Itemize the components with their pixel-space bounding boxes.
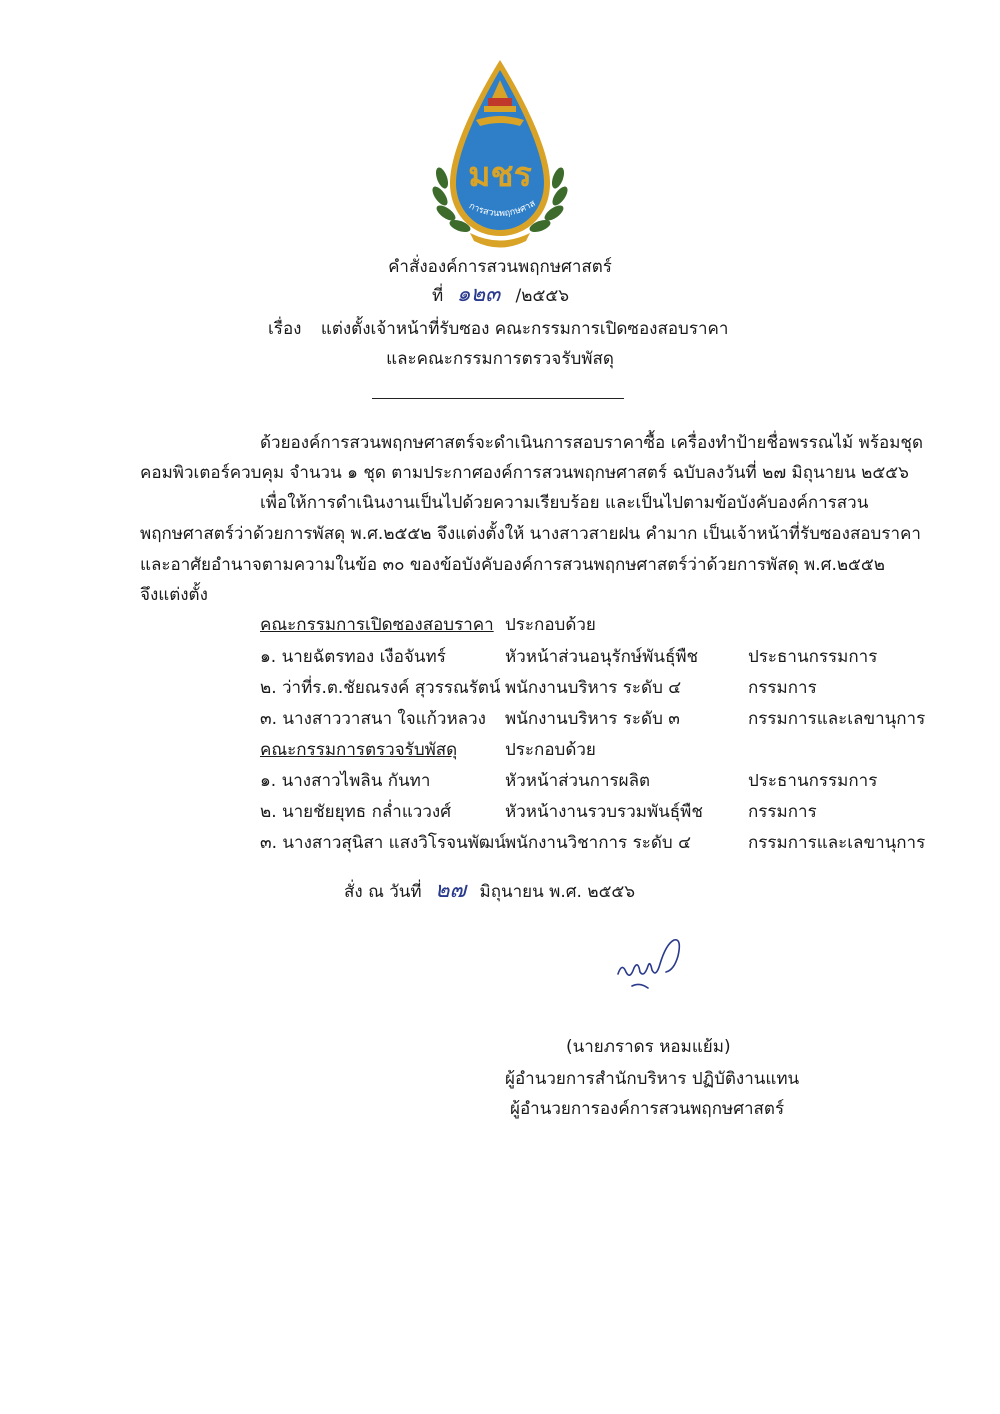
- committee-1-suffix: ประกอบด้วย: [505, 615, 596, 635]
- order-number: [432, 284, 569, 307]
- committee-2-member-1-role: ประธานกรรมการ: [748, 771, 878, 791]
- paragraph-2-line-2: พฤกษศาสตร์ว่าด้วยการพัสดุ พ.ศ.๒๕๕๒ จึงแต่งตั้งให้ นางสาวสายฝน คำมาก เป็นเจ้าหน้าที่รับซองสอบราคา: [140, 524, 921, 544]
- committee-1-member-2-name: ๒. ว่าที่ร.ต.ชัยณรงค์ สุวรรณรัตน์: [260, 678, 501, 698]
- paragraph-1-line-2: คอมพิวเตอร์ควบคุม จำนวน ๑ ชุด ตามประกาศองค์การสวนพฤกษศาสตร์ ฉบับลงวันที่ ๒๗ มิถุนายน ๒๕๕๖: [140, 463, 909, 483]
- committee-1-member-3-role: กรรมการและเลขานุการ: [748, 709, 926, 729]
- committee-1-member-3-position: พนักงานบริหาร ระดับ ๓: [505, 709, 680, 729]
- committee-2-member-1-name: ๑. นางสาวไพลิน กันทา: [260, 771, 431, 791]
- order-date-prefix: สั่ง ณ วันที่: [344, 882, 422, 902]
- paragraph-2-line-1: เพื่อให้การดำเนินงานเป็นไปด้วยความเรียบร้อย และเป็นไปตามข้อบังคับองค์การสวน: [260, 493, 869, 513]
- committee-1-heading: [260, 614, 494, 636]
- signatory-name: (นายภราดร หอมแย้ม): [566, 1037, 731, 1057]
- committee-2-member-1-position: หัวหน้าส่วนการผลิต: [505, 771, 651, 791]
- order-title: คำสั่งองค์การสวนพฤกษศาสตร์: [388, 257, 612, 277]
- signatory-title-1: ผู้อำนวยการสำนักบริหาร ปฏิบัติงานแทน: [505, 1069, 800, 1089]
- committee-1-member-2-role: กรรมการ: [748, 678, 817, 698]
- order-subject: [268, 318, 728, 340]
- subject-label: เรื่อง: [268, 319, 302, 339]
- committee-2-member-2-role: กรรมการ: [748, 802, 817, 822]
- logo-text-band: การสวนพฤกษศาส: [467, 198, 538, 220]
- committee-2-suffix: ประกอบด้วย: [505, 740, 596, 760]
- committee-1-member-1-position: หัวหน้าส่วนอนุรักษ์พันธุ์พืช: [505, 647, 699, 667]
- order-number-handwritten: ๑๒๓: [456, 282, 501, 307]
- signature-scribble: [612, 934, 692, 994]
- order-date-day-handwritten: ๒๗: [435, 878, 467, 903]
- committee-2-member-2-position: หัวหน้างานรวบรวมพันธุ์พืช: [505, 802, 703, 822]
- emblem-monogram: มชร: [468, 155, 532, 195]
- committee-2-title: คณะกรรมการตรวจรับพัสดุ: [260, 740, 458, 760]
- order-number-label: ที่: [432, 286, 444, 306]
- committee-2-member-3-role: กรรมการและเลขานุการ: [748, 833, 926, 853]
- header-divider: [372, 398, 624, 399]
- signatory-title-2: ผู้อำนวยการองค์การสวนพฤกษศาสตร์: [510, 1099, 785, 1119]
- committee-2-heading: [260, 739, 457, 761]
- paragraph-1-line-1: ด้วยองค์การสวนพฤกษศาสตร์จะดำเนินการสอบราคาซื้อ เครื่องทำป้ายชื่อพรรณไม้ พร้อมชุด: [260, 433, 923, 453]
- committee-2-member-3-position: พนักงานวิชาการ ระดับ ๔: [505, 833, 691, 853]
- order-date-month-year: มิถุนายน พ.ศ. ๒๕๕๖: [479, 882, 636, 902]
- committee-2-member-2-name: ๒. นายชัยยุทธ กล่ำแววงศ์: [260, 802, 451, 822]
- committee-1-member-1-name: ๑. นายฉัตรทอง เงือจันทร์: [260, 647, 446, 667]
- organization-logo: [430, 58, 570, 248]
- paragraph-2-line-3: และอาศัยอำนาจตามความในข้อ ๓๐ ของข้อบังคับองค์การสวนพฤกษศาสตร์ว่าด้วยการพัสดุ พ.ศ.๒๕๕๒: [140, 555, 885, 575]
- paragraph-2-line-4: จึงแต่งตั้ง: [140, 585, 208, 605]
- committee-2-member-3-name: ๓. นางสาวสุนิสา แสงวิโรจนพัฒน์: [260, 833, 506, 853]
- committee-1-member-3-name: ๓. นางสาววาสนา ใจแก้วหลวง: [260, 709, 486, 729]
- order-date: [344, 880, 635, 903]
- order-number-year: /๒๕๕๖: [515, 286, 570, 306]
- committee-1-member-2-position: พนักงานบริหาร ระดับ ๔: [505, 678, 682, 698]
- committee-1-member-1-role: ประธานกรรมการ: [748, 647, 878, 667]
- subject-line-2: และคณะกรรมการตรวจรับพัสดุ: [386, 349, 614, 369]
- subject-line-1: แต่งตั้งเจ้าหน้าที่รับซอง คณะกรรมการเปิดซองสอบราคา: [320, 319, 729, 339]
- committee-1-title: คณะกรรมการเปิดซองสอบราคา: [260, 615, 494, 635]
